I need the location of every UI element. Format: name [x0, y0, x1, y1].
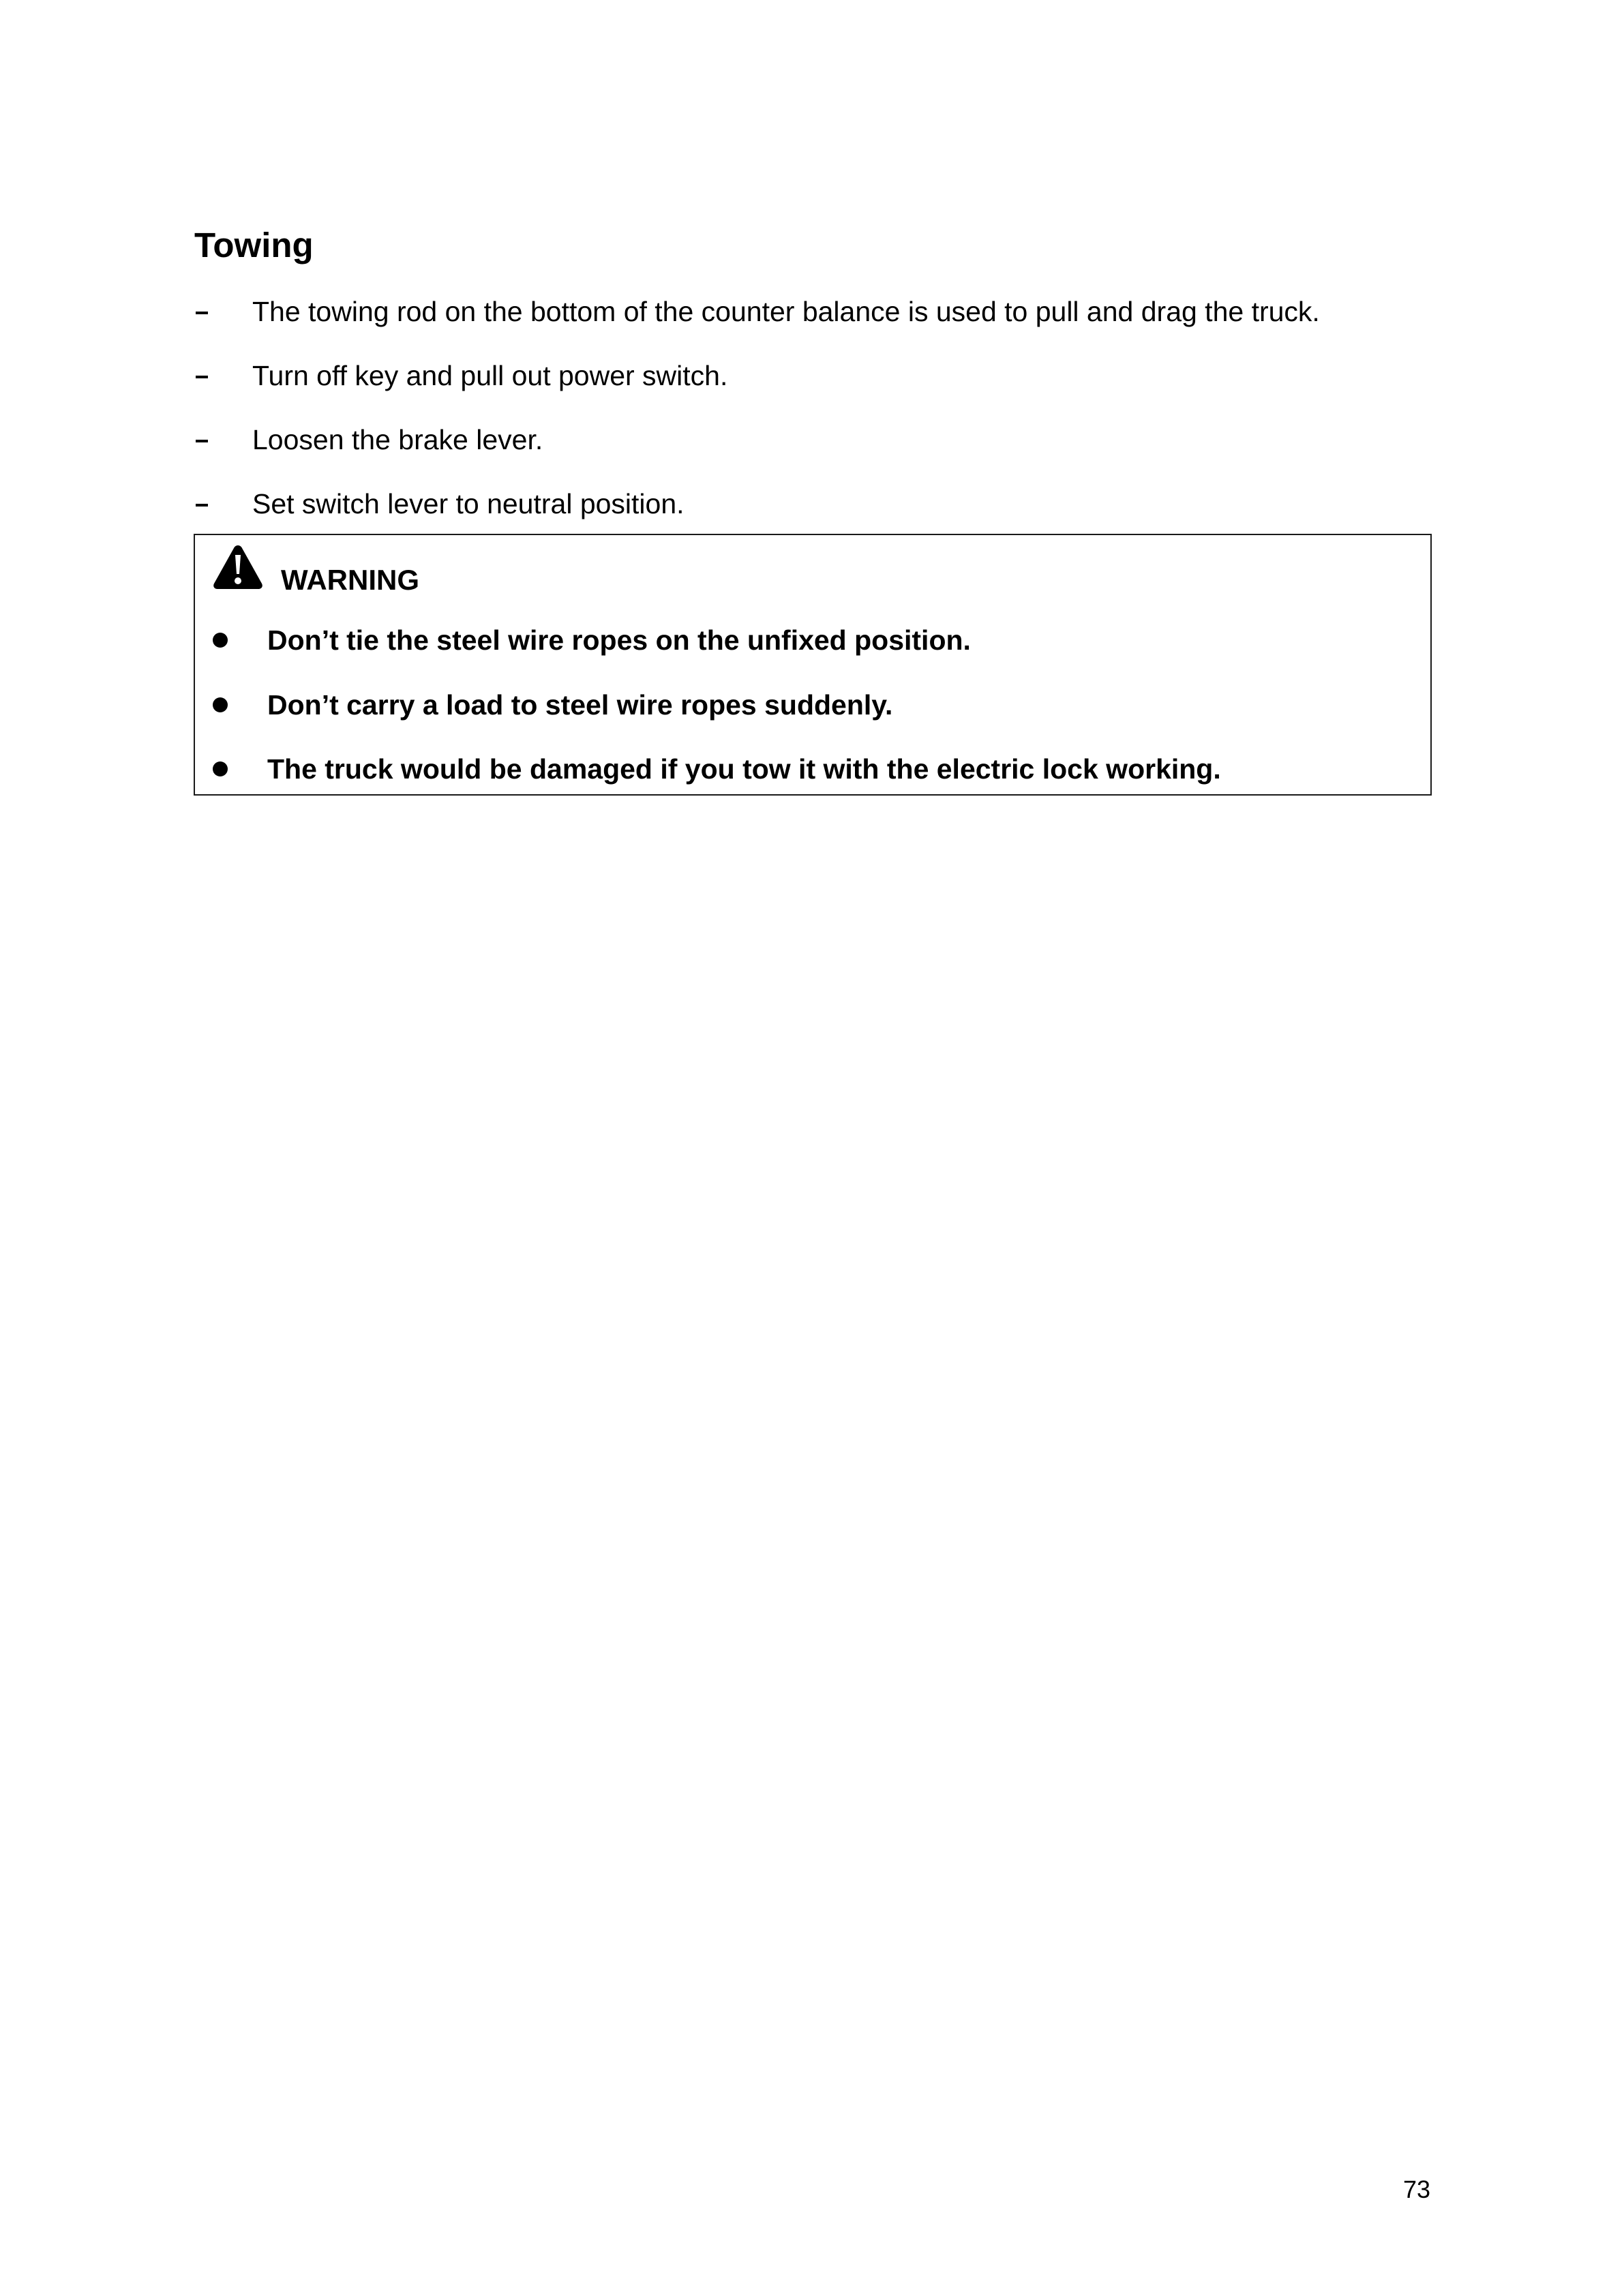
bullet-icon	[213, 697, 228, 712]
bullet-icon	[213, 633, 228, 648]
warning-item-text: Don’t tie the steel wire ropes on the unfixed position.	[267, 624, 971, 656]
step-text: Loosen the brake lever.	[252, 424, 543, 455]
warning-title: WARNING	[281, 564, 419, 596]
page-number: 73	[1403, 2175, 1431, 2203]
warning-item-text: The truck would be damaged if you tow it with the electric lock working.	[267, 753, 1221, 785]
section-title: Towing	[194, 226, 314, 265]
step-text: The towing rod on the bottom of the counter balance is used to pull and drag the truck.	[252, 296, 1320, 327]
bullet-icon	[213, 761, 228, 776]
warning-item-text: Don’t carry a load to steel wire ropes suddenly.	[267, 689, 893, 721]
step-text: Set switch lever to neutral position.	[252, 488, 685, 519]
warning-triangle-icon	[212, 544, 264, 590]
warning-box	[194, 534, 1432, 796]
step-text: Turn off key and pull out power switch.	[252, 360, 728, 391]
